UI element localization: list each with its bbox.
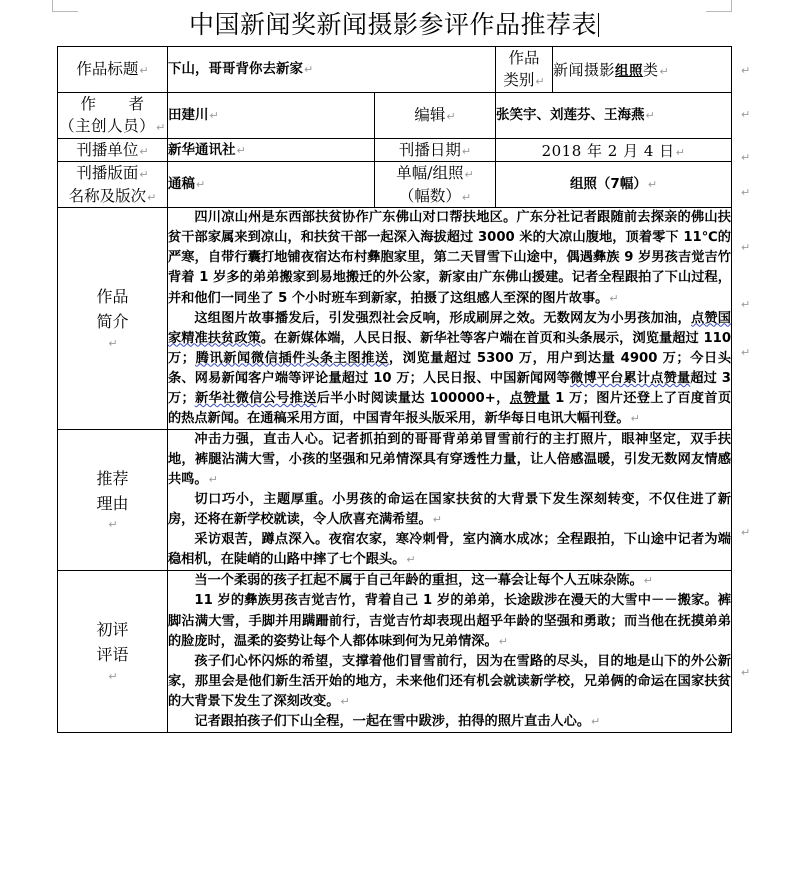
paragraph-mark: ↵	[461, 144, 472, 158]
paragraph-mark: ↵	[741, 526, 751, 539]
spellcheck-underlined-text: 腾讯新闻微信插件头条主图推送	[195, 350, 389, 366]
label-recommendation-reason	[58, 429, 168, 570]
table-row-publisher	[58, 138, 732, 161]
text-run: 后半小时阅读量达 100000+，	[316, 390, 510, 406]
paragraph-mark: ↵	[139, 168, 149, 182]
label-edition-line1: 刊播版面	[76, 164, 139, 183]
paragraph	[168, 430, 731, 490]
paragraph	[168, 712, 731, 732]
paragraph	[168, 490, 731, 530]
value-publish-date-text: 2018 年 2 月 4 日	[541, 141, 675, 160]
text-cursor	[598, 13, 599, 37]
label-work-title-text: 作品标题	[76, 60, 139, 79]
value-publisher[interactable]	[168, 138, 375, 161]
label-recommendation-reason-line2-wrap	[58, 492, 167, 534]
label-author	[58, 92, 168, 138]
paragraph	[168, 530, 731, 570]
text-run: 孩子们心怀闪烁的希望，支撑着他们冒雪前行，因为在雪路的尽头，目的地是山下的外公新家，那里会是他们新生活开始的地方，未来他们还有机会就读新学校，兄弟俩的命运在国家扶贫的大背景下发生了深刻改变。	[168, 653, 731, 709]
paragraph-mark: ↵	[741, 241, 751, 254]
paragraph-mark: ↵	[741, 64, 751, 77]
label-work-summary-line1: 作品	[96, 287, 129, 307]
value-photo-count[interactable]	[496, 162, 732, 208]
document-title-text: 中国新闻奖新闻摄影参评作品推荐表	[188, 10, 597, 39]
paragraph-mark: ↵	[498, 634, 508, 648]
label-work-title	[58, 47, 168, 93]
value-publisher-text: 新华通讯社	[168, 141, 236, 158]
paragraph-mark: ↵	[647, 178, 658, 192]
paragraph-mark: ↵	[236, 143, 246, 157]
paragraph-mark: ↵	[643, 574, 653, 588]
paragraph-mark: ↵	[741, 666, 751, 679]
label-work-summary-line2: 简介	[96, 312, 129, 332]
paragraph-mark: ↵	[446, 110, 456, 124]
label-publisher	[58, 138, 168, 161]
label-recommendation-reason-line1: 推荐	[96, 468, 129, 488]
label-recommendation-reason-line2: 理由	[96, 493, 129, 513]
label-photo-count-line2: （幅数）	[398, 186, 461, 205]
label-work-category-line2: 类别	[503, 71, 535, 90]
text-run: 1 万；图片还登上了百度首页的热点新闻。在通稿采用方面，中国青年报头版采用，新华每日电讯大幅刊登。	[168, 390, 732, 426]
paragraph-mark: ↵	[108, 518, 118, 532]
paragraph-mark: ↵	[741, 346, 751, 359]
content-initial-review[interactable]	[168, 571, 732, 733]
label-photo-count-line1: 单幅/组照	[396, 164, 464, 183]
paragraph-mark: ↵	[741, 108, 751, 121]
table-row-reason	[58, 429, 732, 570]
paragraph-mark: ↵	[630, 411, 640, 425]
paragraph	[168, 208, 731, 308]
paragraph-mark: ↵	[591, 714, 601, 728]
text-run: 记者跟拍孩子们下山全程，一起在雪中跋涉，拍得的照片直击人心。	[194, 713, 591, 729]
label-edition-line2: 名称及版次	[68, 186, 147, 205]
label-publish-date	[375, 138, 496, 161]
label-work-summary	[58, 208, 168, 430]
text-run: 四川凉山州是东西部扶贫协作广东佛山对口帮扶地区。广东分社记者跟随前去探亲的佛山扶贫干部家属来到凉山，和扶贫干部一起深入海拔超过 3000 米的大凉山腹地，顶着零下 11℃的严寒，自带行囊打地铺夜宿达布村彝胞家里，第二天冒雪下山途中，偶遇彝族 9 岁男孩吉觉吉竹背着 1 岁多的弟弟搬家到易地搬迁的外公家，新家由广东佛山援建。记者全程跟拍了下山过程，并和他们一同坐了 5 个小时班车到新家，拍摄了这组感人至深的图片故事。	[168, 210, 731, 306]
paragraph-mark: ↵	[108, 669, 118, 683]
label-initial-review-line2: 评语	[96, 645, 129, 665]
label-editor-text: 编辑	[414, 106, 446, 125]
paragraph-mark: ↵	[156, 121, 166, 135]
table-row-summary	[58, 208, 732, 430]
paragraph-mark: ↵	[675, 145, 686, 159]
table-row-review	[58, 571, 732, 733]
spellcheck-underlined-text: 新华社微信公号推送	[194, 390, 317, 406]
paragraph-mark: ↵	[406, 553, 416, 567]
text-run: ，浏览量超过 5300 万，用户到达量 4900 万；今日头条、网易新闻客户端等评论量超过 10 万；人民日报、中国新闻网等	[168, 350, 732, 386]
paragraph-mark: ↵	[304, 63, 314, 77]
value-edition-text: 通稿	[168, 176, 195, 193]
label-work-category	[496, 47, 553, 93]
label-work-category-line1: 作品	[508, 49, 540, 67]
label-work-summary-line2-wrap	[58, 310, 167, 352]
value-author-text: 田建川	[168, 106, 209, 123]
paragraph-mark: ↵	[108, 336, 118, 350]
label-publish-date-text: 刊播日期	[398, 140, 461, 159]
text-run: 冲击力强，直击人心。记者抓拍到的哥哥背弟弟冒雪前行的主打照片，眼神坚定，双手扶地，裤腿沾满大雪，小孩的坚强和兄弟情深具有穿透性力量，让人倍感温暖，引发无数网友情感共鸣。	[168, 431, 731, 488]
label-publisher-text: 刊播单位	[76, 140, 139, 159]
paragraph-mark: ↵	[741, 298, 751, 311]
paragraph-mark: ↵	[741, 151, 751, 164]
paragraph	[168, 652, 731, 712]
value-work-title-text: 下山，哥哥背你去新家	[168, 61, 303, 78]
recommendation-form-table	[57, 46, 732, 733]
paragraph-mark: ↵	[741, 186, 751, 199]
value-work-title[interactable]	[168, 47, 496, 93]
paragraph-mark: ↵	[139, 144, 149, 158]
label-author-line2: （主创人员）	[59, 117, 156, 136]
paragraph-mark: ↵	[461, 190, 472, 204]
label-photo-count	[375, 162, 496, 208]
paragraph	[168, 591, 731, 651]
paragraph-mark: ↵	[464, 168, 474, 182]
paragraph-mark: ↵	[139, 64, 149, 78]
label-initial-review-line2-wrap	[58, 643, 167, 685]
paragraph-mark: ↵	[535, 75, 545, 89]
content-work-summary[interactable]	[168, 208, 732, 430]
value-edition[interactable]	[168, 162, 375, 208]
table-row-edition	[58, 162, 732, 208]
paragraph-mark: ↵	[609, 291, 619, 305]
value-work-category[interactable]	[553, 47, 732, 93]
label-editor	[375, 92, 496, 138]
right-margin-paragraph-marks	[737, 46, 777, 866]
text-run: 当一个柔弱的孩子扛起不属于自己年龄的重担，这一幕会让每个人五味杂陈。	[194, 573, 643, 589]
text-run: 采访艰苦，蹲点深入。夜宿农家，寒冷刺骨，室内滴水成冰；全程跟拍，下山途中记者为端稳相机，在陡峭的山路中摔了七个跟头。	[168, 532, 731, 568]
paragraph-mark: ↵	[659, 64, 670, 78]
paragraph-mark: ↵	[340, 694, 350, 708]
paragraph-mark: ↵	[645, 108, 655, 122]
value-editor-text: 张笑宇、刘莲芬、王海燕	[496, 106, 645, 123]
paragraph-mark: ↵	[209, 108, 219, 122]
text-run: 切口巧小，主题厚重。小男孩的命运在国家扶贫的大背景下发生深刻转变，不仅住进了新房，还将在新学校就读，令人欣喜充满希望。	[168, 492, 731, 528]
text-run: 这组图片故事播发后，引发强烈社会反响，形成刷屏之效。无数网友为小男孩加油，	[194, 310, 691, 326]
spellcheck-underlined-text: 微博平台累计点赞量	[570, 370, 691, 386]
value-photo-count-text: 组照（7幅）	[569, 176, 647, 193]
table-row-work-title	[58, 47, 732, 93]
label-edition	[58, 162, 168, 208]
value-author[interactable]	[168, 92, 375, 138]
category-prefix-text: 新闻摄影	[553, 60, 616, 79]
label-initial-review-line1: 初评	[96, 620, 129, 640]
paragraph	[168, 571, 731, 591]
text-run: 11 岁的彝族男孩吉觉吉竹，背着自己 1 岁的弟弟，长途跋涉在漫天的大雪中－－搬家。裤脚沾满大雪，手脚并用蹒跚前行，吉觉吉竹却表现出超乎年龄的坚强和勇敢；而当他在抚摸弟弟的脸庞时，温柔的姿势让每个人都体味到何为兄弟情深。	[168, 593, 731, 649]
paragraph	[168, 309, 731, 429]
category-underlined-text: 组照	[615, 62, 644, 79]
paragraph-mark: ↵	[208, 473, 218, 487]
label-author-line1: 作 者	[80, 94, 145, 113]
paragraph-mark: ↵	[196, 178, 206, 192]
value-editor[interactable]	[496, 92, 732, 138]
label-initial-review	[58, 571, 168, 733]
paragraph-mark: ↵	[147, 190, 157, 204]
content-recommendation-reason[interactable]	[168, 429, 732, 570]
text-run: 超过 3 万；	[168, 370, 731, 406]
document-title	[0, 5, 788, 41]
category-suffix-text: 类	[643, 60, 659, 79]
value-publish-date[interactable]	[496, 138, 732, 161]
text-run: 。在新媒体端，人民日报、新华社等客户端在首页和头条展示，浏览量超过 110 万；	[168, 330, 731, 366]
paragraph-mark: ↵	[432, 513, 442, 527]
table-row-author	[58, 92, 732, 138]
spellcheck-underlined-text: 点赞量	[509, 390, 551, 406]
spellcheck-underlined-text: 点赞国家精准扶贫政策	[168, 310, 731, 346]
